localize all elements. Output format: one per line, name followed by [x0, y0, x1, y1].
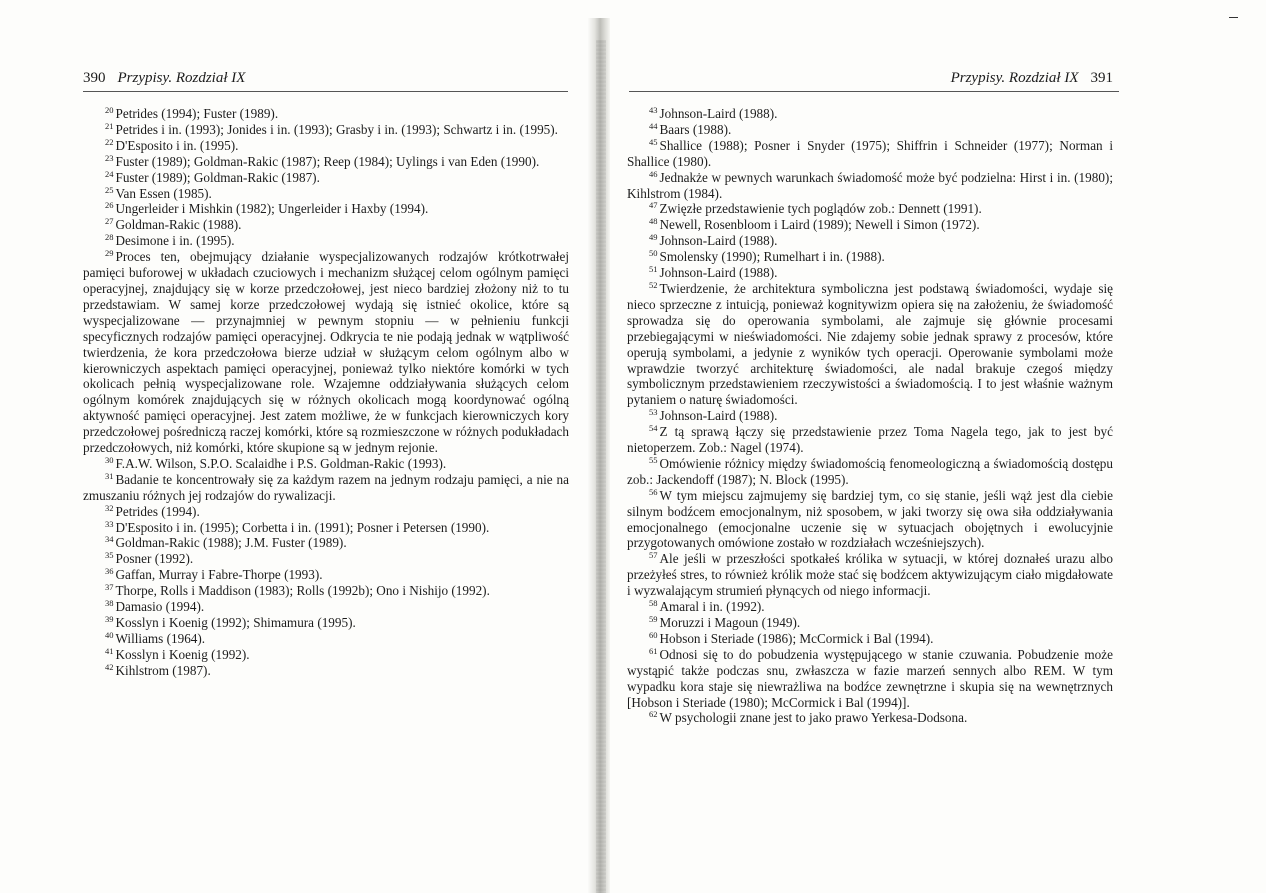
footnote-text: Kosslyn i Koenig (1992); Shimamura (1995).	[115, 615, 356, 630]
footnote-number: 36	[105, 566, 114, 577]
footnote-text: Odnosi się to do pobudzenia występującego w stanie czuwania. Pobudzenie może wystąpić także podczas snu, zwłaszcza w fazie marzeń sennych albo REM. W tym wypadku kora staje się niewrażliwa na bodźce zewnętrzne i skupia się na wewnętrznych [Hobson i Steriade (1980); McCormick i Bal (1994)].	[627, 646, 1113, 710]
footnote-45	[627, 138, 1113, 170]
footnote-number: 40	[105, 629, 114, 640]
footnote-text: Thorpe, Rolls i Maddison (1983); Rolls (1992b); Ono i Nishijo (1992).	[115, 583, 490, 599]
footnote-number: 47	[649, 200, 658, 211]
footnote-text: Zwięzłe przedstawienie tych poglądów zob.: Dennett (1991).	[659, 201, 982, 217]
footnote-number: 44	[649, 120, 658, 131]
footnote-text: Badanie te koncentrowały się za każdym razem na jednym rodzaju pamięci, a nie na zmuszaniu różnych jej rodzajów do rywalizacji.	[83, 471, 569, 503]
footnote-41	[83, 647, 569, 663]
footnote-number: 58	[649, 598, 658, 609]
footnote-54	[627, 424, 1113, 456]
footnote-text: Shallice (1988); Posner i Snyder (1975); Shiffrin i Schneider (1977); Norman i Shallice (1980).	[627, 137, 1113, 169]
footnote-21	[83, 122, 569, 138]
footnote-44	[627, 122, 1113, 138]
footnote-number: 30	[105, 454, 114, 465]
footnote-text: Gaffan, Murray i Fabre-Thorpe (1993).	[115, 567, 323, 583]
footnote-text: W psychologii znane jest to jako prawo Yerkesa-Dodsona.	[659, 710, 968, 726]
footnote-42	[83, 663, 569, 679]
footnote-text: F.A.W. Wilson, S.P.O. Scalaidhe i P.S. Goldman-Rakic (1993).	[115, 455, 447, 471]
footnote-text: Fuster (1989); Goldman-Rakic (1987).	[115, 169, 320, 185]
footnote-number: 48	[649, 216, 658, 227]
left-page	[0, 0, 596, 893]
footnote-number: 23	[105, 152, 114, 163]
footnote-36	[83, 567, 569, 583]
footnote-number: 54	[649, 423, 658, 434]
footnote-text: Kihlstrom (1987).	[115, 662, 211, 678]
footnote-number: 55	[649, 454, 658, 465]
footnote-text: D'Esposito i in. (1995); Corbetta i in. (1991); Posner i Petersen (1990).	[115, 519, 490, 535]
footnote-number: 43	[649, 105, 658, 115]
footnote-text: Posner (1992).	[115, 551, 194, 567]
footnote-text: Hobson i Steriade (1986); McCormick i Bal (1994).	[659, 630, 934, 646]
footnote-number: 60	[649, 629, 658, 640]
footnote-49	[627, 233, 1113, 249]
footnote-number: 62	[649, 709, 658, 720]
footnote-text: Omówienie różnicy między świadomością fenomeologiczną a świadomością dostępu zob.: Jackendoff (1987); N. Block (1995).	[627, 455, 1113, 487]
footnote-text: Z tą sprawą łączy się przedstawienie przez Toma Nagela tego, jak to jest być nietoperzem. Zob.: Nagel (1974).	[627, 424, 1113, 456]
footnote-number: 34	[105, 534, 114, 545]
footnote-number: 22	[105, 136, 114, 147]
footnote-number: 42	[105, 661, 114, 672]
footnote-52	[627, 281, 1113, 408]
footnote-text: Damasio (1994).	[115, 599, 205, 615]
footnote-text: Petrides i in. (1993); Jonides i in. (1993); Grasby i in. (1993); Schwartz i in. (1995).	[115, 121, 558, 137]
footnote-24	[83, 170, 569, 186]
footnote-48	[627, 217, 1113, 233]
footnote-text: Twierdzenie, że architektura symboliczna jest podstawą świadomości, wydaje się nieco sprzeczne z intuicją, ponieważ kognitywizm opiera się na założeniu, że świadomość sprowadza się do operowania symbolami, ale zajmuje się głównie procesami przebiegającymi w nieświadomości. Nie zdajemy sobie jednak sprawy z procesów, które operują symbolami, a jedynie z wyników tych operacji. Operowanie symbolami może wprawdzie tworzyć architekturę świadomości, ale nadal brakuje czegoś między symbolicznym przedstawieniem rzeczywistości a świadomością. I to jest właśnie ważnym pytaniem o naturę świadomości.	[627, 280, 1113, 408]
footnote-62	[627, 710, 1113, 726]
header-rule	[629, 91, 1119, 92]
footnote-55	[627, 456, 1113, 488]
footnote-number: 57	[649, 550, 658, 561]
footnote-text: Moruzzi i Magoun (1949).	[659, 615, 801, 630]
footnote-25	[83, 186, 569, 202]
footnote-27	[83, 217, 569, 233]
footnote-number: 35	[105, 550, 114, 561]
footnote-20	[83, 106, 569, 122]
footnote-number: 37	[105, 582, 114, 593]
footnote-text: Johnson-Laird (1988).	[659, 265, 778, 281]
footnote-43	[627, 106, 1113, 122]
footnote-57	[627, 551, 1113, 599]
footnote-58	[627, 599, 1113, 615]
footnote-text: Fuster (1989); Goldman-Rakic (1987); Reep (1984); Uylings i van Eden (1990).	[115, 153, 540, 169]
footnote-text: Ale jeśli w przeszłości spotkałeś królika w sytuacji, w której doznałeś urazu albo przeżyłeś stres, to również królik może stać się bodźcem aktywizującym ciało migdałowate i wyzwalającym strumień płynących od niego informacji.	[627, 551, 1113, 599]
footnote-number: 24	[105, 168, 114, 179]
running-head: Przypisy. Rozdział IX	[950, 70, 1079, 86]
header-rule	[83, 91, 568, 92]
footnote-text: Petrides (1994).	[115, 503, 200, 519]
footnote-text: Baars (1988).	[659, 121, 732, 137]
footnote-number: 53	[649, 407, 658, 418]
footnote-number: 20	[105, 105, 114, 115]
footnote-number: 49	[649, 232, 658, 243]
footnote-number: 59	[649, 614, 658, 624]
footnote-text: Van Essen (1985).	[115, 185, 212, 201]
footnote-number: 52	[649, 279, 658, 290]
footnote-56	[627, 488, 1113, 552]
footnote-text: Proces ten, obejmujący działanie wyspecjalizowanych rodzajów krótkotrwałej pamięci buforowej w układach czuciowych i mechanizm służącej celom ogólnym pamięci operacyjnej, znajdujący się w korze przedczołowej, jest nieco bardziej złożony niż to tu przedstawiam. W samej korze przedczołowej wydają się istnieć okolice, które są wyspecjalizowane — przynajmniej w pewnym stopniu — w pełnieniu funkcji specyficznych rodzajów pamięci operacyjnej. Odkrycia te nie podają jednak w wątpliwość twierdzenia, że kora przedczołowa bierze udział w służącym celom ogólnym albo w kierowniczych aspektach pamięci operacyjnej, ponieważ tylko niektóre komórki w tych okolicach pełnią wyspecjalizowane role. Wzajemne oddziaływania służących celom ogólnym komórek znajdujących się w różnych okolicach mogą koordynować ogólną aktywność pamięci operacyjnej. Jest zatem możliwe, że w funkcjach kierowniczych kory przedczołowej pośredniczą raczej komórki, które są rozmieszczone w różnych podukładach przedczołowych, niż komórki, które skupione są w jednym rejonie.	[83, 249, 569, 456]
footnote-text: Amaral i in. (1992).	[659, 599, 765, 615]
footnote-text: Ungerleider i Mishkin (1982); Ungerleider i Haxby (1994).	[115, 201, 429, 217]
footnote-number: 28	[105, 232, 114, 243]
left-page-header	[83, 70, 245, 87]
footnote-text: D'Esposito i in. (1995).	[115, 137, 239, 153]
footnote-number: 46	[649, 168, 658, 179]
footnote-37	[83, 583, 569, 599]
footnote-text: Kosslyn i Koenig (1992).	[115, 646, 250, 662]
footnote-60	[627, 631, 1113, 647]
footnote-number: 31	[105, 470, 114, 481]
footnote-47	[627, 201, 1113, 217]
footnote-text: Jednakże w pewnych warunkach świadomość może być podzielna: Hirst i in. (1980); Kihlstrom (1984).	[627, 169, 1113, 201]
footnote-text: Petrides (1994); Fuster (1989).	[115, 106, 279, 121]
footnote-text: Johnson-Laird (1988).	[659, 233, 778, 249]
footnote-number: 45	[649, 136, 658, 147]
footnote-23	[83, 154, 569, 170]
footnote-33	[83, 520, 569, 536]
footnote-text: Newell, Rosenbloom i Laird (1989); Newell i Simon (1972).	[659, 217, 980, 233]
footnote-39	[83, 615, 569, 631]
footnote-35	[83, 551, 569, 567]
footnote-61	[627, 647, 1113, 711]
page-number: 390	[83, 70, 106, 86]
footnote-number: 29	[105, 248, 114, 259]
footnote-40	[83, 631, 569, 647]
footnote-number: 25	[105, 184, 114, 195]
footnotes-list	[83, 106, 569, 679]
footnote-text: Johnson-Laird (1988).	[659, 408, 778, 424]
footnote-text: Williams (1964).	[115, 630, 206, 646]
footnote-29	[83, 249, 569, 456]
footnote-59	[627, 615, 1113, 631]
footnote-53	[627, 408, 1113, 424]
footnote-22	[83, 138, 569, 154]
footnote-number: 61	[649, 645, 658, 656]
footnote-number: 21	[105, 120, 114, 131]
footnote-number: 50	[649, 248, 658, 259]
footnote-text: Goldman-Rakic (1988); J.M. Fuster (1989).	[115, 535, 347, 551]
right-page-header	[951, 70, 1113, 87]
footnote-31	[83, 472, 569, 504]
footnote-text: W tym miejscu zajmujemy się bardziej tym, co się stanie, jeśli wąż jest dla ciebie silnym bodźcem emocjonalnym, niż sposobem, w jaki tworzy się owa siła oddziaływania emocjonalnego (emocjonalne uczenie się w sytuacjach obojętnych i ewolucyjnie przygotowanych omówione zostało w rozdziałach wcześniejszych).	[627, 487, 1113, 551]
page-number: 391	[1090, 70, 1113, 86]
footnote-number: 26	[105, 200, 114, 211]
footnote-51	[627, 265, 1113, 281]
footnote-32	[83, 504, 569, 520]
footnote-number: 41	[105, 645, 114, 656]
footnote-text: Goldman-Rakic (1988).	[115, 217, 242, 233]
footnote-number: 39	[105, 614, 114, 624]
footnote-text: Johnson-Laird (1988).	[659, 106, 778, 121]
footnote-26	[83, 201, 569, 217]
footnote-number: 56	[649, 486, 658, 497]
footnote-28	[83, 233, 569, 249]
footnote-34	[83, 535, 569, 551]
footnote-46	[627, 170, 1113, 202]
running-head: Przypisy. Rozdział IX	[117, 70, 246, 86]
footnote-number: 33	[105, 518, 114, 529]
footnote-text: Desimone i in. (1995).	[115, 233, 235, 249]
footnote-number: 51	[649, 264, 658, 275]
footnote-text: Smolensky (1990); Rumelhart i in. (1988).	[659, 249, 885, 265]
right-page	[606, 0, 1266, 893]
footnote-number: 32	[105, 502, 114, 513]
footnote-50	[627, 249, 1113, 265]
footnote-30	[83, 456, 569, 472]
footnote-number: 38	[105, 598, 114, 609]
footnotes-list	[627, 106, 1113, 726]
footnote-number: 27	[105, 216, 114, 227]
footnote-38	[83, 599, 569, 615]
gutter-shadow	[596, 40, 606, 893]
